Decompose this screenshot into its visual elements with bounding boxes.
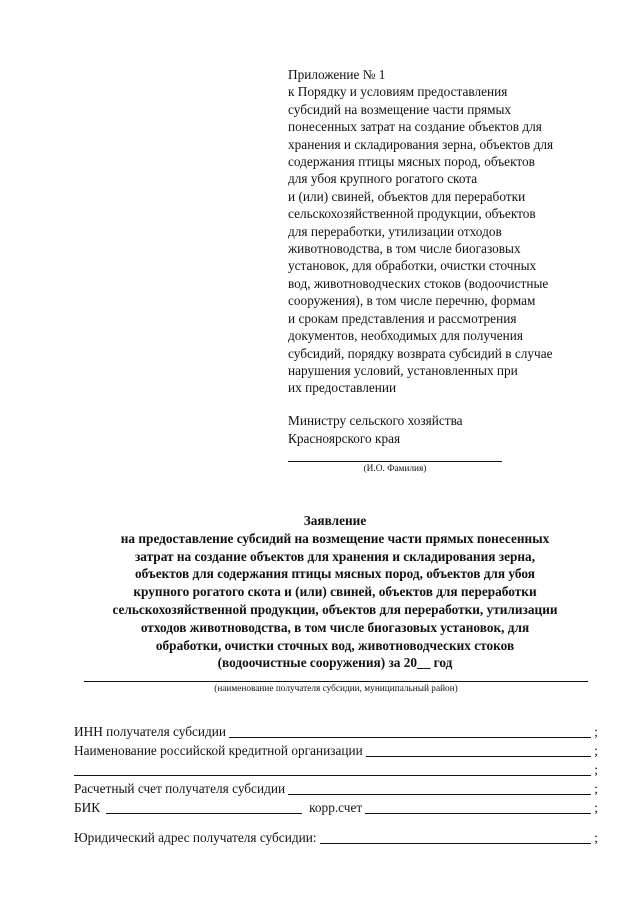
- appendix-line: установок, для обработки, очистки сточных: [288, 258, 537, 274]
- inn-field[interactable]: [229, 737, 591, 738]
- title-line: отходов животноводства, в том числе биогазовых установок, для: [140, 619, 530, 635]
- title-line: (водоочистные сооружения) за 20__ год: [217, 655, 453, 671]
- appendix-line: их предоставлении: [288, 380, 397, 396]
- address-field[interactable]: [320, 843, 592, 844]
- field-terminator: ;: [594, 781, 598, 796]
- field-terminator: ;: [594, 800, 598, 815]
- appendix-line: и срокам представления и рассмотрения: [288, 310, 517, 326]
- bik-row: [74, 799, 598, 817]
- title-line: обработки, очистки сточных вод, животноводческих стоков: [155, 637, 515, 653]
- corr-account-label: корр.счет: [309, 800, 363, 815]
- appendix-line: сооружения), в том числе перечню, формам: [288, 293, 536, 309]
- account-field[interactable]: [288, 794, 591, 795]
- field-terminator: ;: [594, 743, 598, 758]
- appendix-line: вод, животноводческих стоков (водоочистные: [288, 275, 549, 291]
- appendix-line: понесенных затрат на создание объектов для: [288, 119, 542, 135]
- appendix-line: к Порядку и условиям предоставления: [288, 84, 508, 100]
- inn-row: [74, 723, 598, 741]
- appendix-line: содержания птицы мясных пород, объектов: [288, 154, 535, 170]
- signature-name-line: [288, 461, 502, 462]
- addressee-line-1: Министру сельского хозяйства: [288, 413, 463, 428]
- document-title: [60, 512, 610, 672]
- bank-field[interactable]: [366, 756, 592, 757]
- appendix-line: животноводства, в том числе биогазовых: [288, 241, 521, 257]
- addressee-block: [288, 412, 618, 448]
- appendix-block: [288, 66, 618, 397]
- field-terminator: ;: [594, 724, 598, 739]
- appendix-line: для убоя крупного рогатого скота: [288, 171, 478, 187]
- field-terminator: ;: [594, 762, 598, 777]
- address-label: Юридический адрес получателя субсидии:: [74, 830, 317, 845]
- field-terminator: ;: [594, 830, 598, 845]
- appendix-line: сельскохозяйственной продукции, объектов: [288, 206, 536, 222]
- bank-label: Наименование российской кредитной организации: [74, 743, 363, 758]
- title-heading: Заявление: [303, 513, 367, 528]
- appendix-line: субсидий, порядку возврата субсидий в случае: [288, 345, 553, 361]
- appendix-line: хранения и складирования зерна, объектов для: [288, 136, 554, 152]
- addressee-line-2: Красноярского края: [288, 431, 401, 446]
- bik-field[interactable]: [106, 813, 302, 814]
- recipient-caption: (наименование получателя субсидии, муниципальный район): [214, 684, 458, 694]
- appendix-line: документов, необходимых для получения: [288, 328, 523, 344]
- appendix-line: Приложение № 1: [288, 67, 386, 82]
- title-line: крупного рогатого скота и (или) свиней, объектов для переработки: [133, 584, 537, 600]
- signature-caption: (И.О. Фамилия): [363, 464, 427, 474]
- account-row: [74, 780, 598, 798]
- account-label: Расчетный счет получателя субсидии: [74, 781, 286, 796]
- appendix-line: субсидий на возмещение части прямых: [288, 101, 512, 117]
- recipient-name-field[interactable]: [84, 681, 588, 682]
- title-line: сельскохозяйственной продукции, объектов для переработки, утилизации: [112, 601, 558, 617]
- address-row: [74, 829, 598, 847]
- appendix-line: и (или) свиней, объектов для переработки: [288, 188, 526, 204]
- bank-continuation-row: [74, 761, 598, 779]
- bank-field-continuation[interactable]: [74, 775, 591, 776]
- appendix-line: нарушения условий, установленных при: [288, 362, 518, 378]
- inn-label: ИНН получателя субсидии: [74, 724, 227, 739]
- bik-label: БИК: [74, 800, 101, 815]
- corr-account-field[interactable]: [365, 813, 591, 814]
- appendix-line: для переработки, утилизации отходов: [288, 223, 502, 239]
- title-line: объектов для содержания птицы мясных пород, объектов для убоя: [135, 566, 535, 582]
- title-line: на предоставление субсидий на возмещение части прямых понесенных: [120, 530, 550, 546]
- bank-row: [74, 742, 598, 760]
- title-line: затрат на создание объектов для хранения и складирования зерна,: [134, 548, 536, 564]
